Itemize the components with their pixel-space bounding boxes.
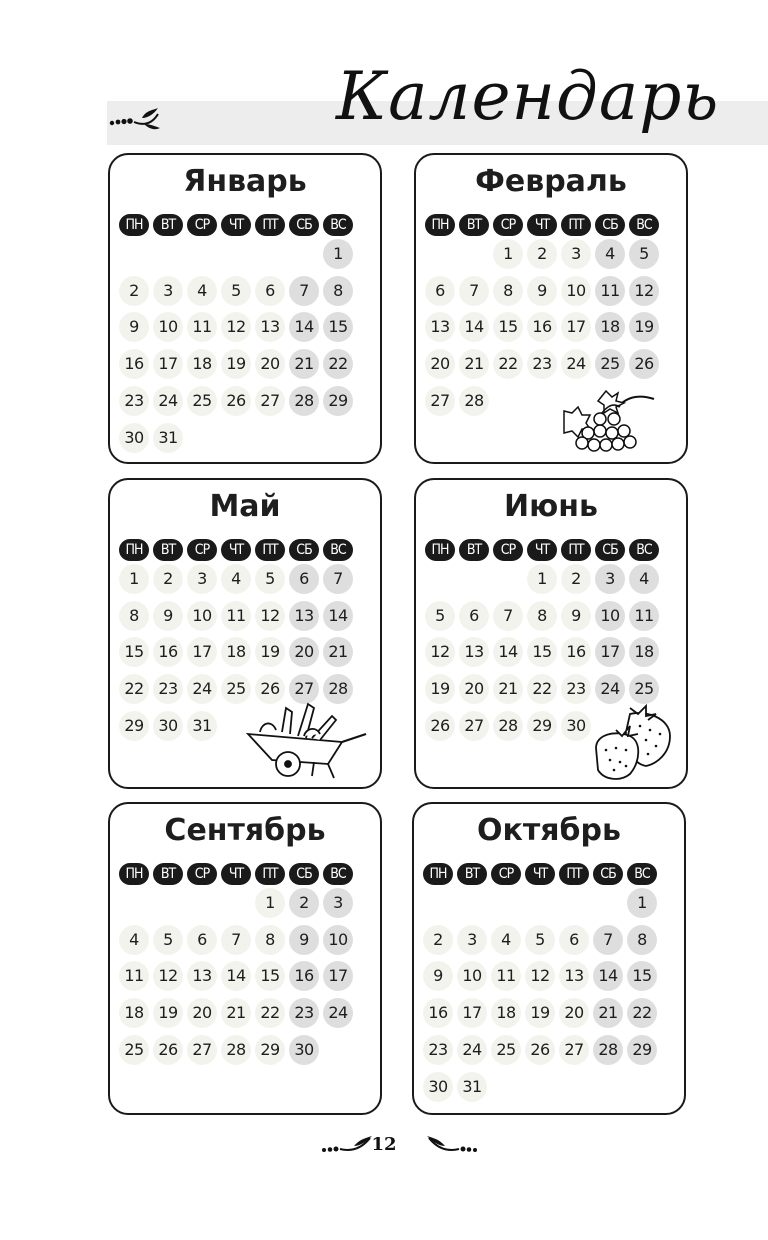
day: 4 (221, 564, 251, 594)
weekday-label: ПТ (255, 539, 285, 561)
weekend-day: 21 (323, 637, 353, 667)
weekend-day: 24 (595, 674, 625, 704)
weekday-label: ПТ (255, 863, 285, 885)
day: 16 (561, 637, 591, 667)
day: 6 (459, 601, 489, 631)
day: 9 (527, 276, 557, 306)
weekend-day: 21 (289, 349, 319, 379)
day: 21 (459, 349, 489, 379)
day: 7 (459, 276, 489, 306)
weekday-label: ВС (629, 214, 659, 236)
day: 14 (221, 961, 251, 991)
day: 26 (525, 1035, 555, 1065)
weekend-day: 24 (323, 998, 353, 1028)
page-title: Календарь (336, 58, 720, 135)
day: 15 (493, 312, 523, 342)
day: 30 (423, 1072, 453, 1102)
day: 30 (119, 423, 149, 453)
weekend-day: 8 (627, 925, 657, 955)
day: 17 (561, 312, 591, 342)
day: 7 (221, 925, 251, 955)
weekday-label: ВТ (459, 214, 489, 236)
day: 23 (527, 349, 557, 379)
day: 10 (561, 276, 591, 306)
weekday-label: ВС (627, 863, 657, 885)
weekday-label: ЧТ (525, 863, 555, 885)
weekday-label: ПТ (561, 214, 591, 236)
weekend-day: 18 (595, 312, 625, 342)
day: 16 (423, 998, 453, 1028)
day: 23 (561, 674, 591, 704)
month-card (414, 153, 688, 464)
day: 15 (255, 961, 285, 991)
day: 30 (153, 711, 183, 741)
month-name: Октябрь (477, 813, 621, 848)
day: 19 (425, 674, 455, 704)
day: 6 (559, 925, 589, 955)
day: 25 (491, 1035, 521, 1065)
day: 2 (423, 925, 453, 955)
weekday-label: ПН (425, 214, 455, 236)
weekday-label: ПН (119, 214, 149, 236)
day: 25 (119, 1035, 149, 1065)
weekday-label: ЧТ (221, 214, 251, 236)
weekend-day: 27 (289, 674, 319, 704)
day: 8 (527, 601, 557, 631)
day: 14 (459, 312, 489, 342)
weekend-day: 3 (323, 888, 353, 918)
weekend-day: 25 (629, 674, 659, 704)
month-card (414, 478, 688, 789)
day: 19 (221, 349, 251, 379)
day: 4 (119, 925, 149, 955)
weekday-label: ПН (425, 539, 455, 561)
weekend-day: 1 (323, 239, 353, 269)
day: 18 (221, 637, 251, 667)
day: 30 (561, 711, 591, 741)
day: 23 (423, 1035, 453, 1065)
weekend-day: 25 (595, 349, 625, 379)
day: 5 (221, 276, 251, 306)
day: 29 (119, 711, 149, 741)
day: 13 (425, 312, 455, 342)
weekday-label: ВТ (457, 863, 487, 885)
day: 8 (119, 601, 149, 631)
month-name: Май (209, 489, 281, 524)
weekday-label: СР (493, 539, 523, 561)
day: 22 (255, 998, 285, 1028)
weekend-day: 14 (289, 312, 319, 342)
weekend-day: 17 (323, 961, 353, 991)
day: 22 (493, 349, 523, 379)
day: 17 (153, 349, 183, 379)
day: 9 (153, 601, 183, 631)
day: 5 (153, 925, 183, 955)
day: 25 (221, 674, 251, 704)
day: 7 (493, 601, 523, 631)
day: 9 (423, 961, 453, 991)
weekday-label: СР (493, 214, 523, 236)
day: 16 (527, 312, 557, 342)
day: 3 (153, 276, 183, 306)
day: 24 (153, 386, 183, 416)
weekday-label: ЧТ (221, 863, 251, 885)
weekday-label: ВС (629, 539, 659, 561)
day: 12 (221, 312, 251, 342)
day: 3 (561, 239, 591, 269)
weekend-day: 13 (289, 601, 319, 631)
day: 29 (527, 711, 557, 741)
weekend-day: 17 (595, 637, 625, 667)
day: 20 (255, 349, 285, 379)
day: 22 (119, 674, 149, 704)
day: 20 (425, 349, 455, 379)
month-card (108, 478, 382, 789)
weekend-day: 14 (323, 601, 353, 631)
day: 3 (187, 564, 217, 594)
day: 19 (153, 998, 183, 1028)
weekend-day: 4 (629, 564, 659, 594)
weekend-day: 6 (289, 564, 319, 594)
weekend-day: 1 (627, 888, 657, 918)
month-name: Февраль (475, 164, 627, 199)
weekend-day: 4 (595, 239, 625, 269)
weekend-day: 30 (289, 1035, 319, 1065)
day: 26 (221, 386, 251, 416)
day: 12 (153, 961, 183, 991)
weekday-label: ЧТ (221, 539, 251, 561)
grapes-icon (558, 387, 658, 457)
day: 27 (559, 1035, 589, 1065)
weekend-day: 23 (289, 998, 319, 1028)
weekday-label: ВТ (459, 539, 489, 561)
day: 27 (255, 386, 285, 416)
page-number: 12 (371, 1134, 397, 1155)
weekend-day: 2 (289, 888, 319, 918)
day: 13 (187, 961, 217, 991)
month-card (108, 802, 382, 1115)
day: 23 (153, 674, 183, 704)
weekend-day: 29 (323, 386, 353, 416)
day: 31 (457, 1072, 487, 1102)
weekday-label: ПН (423, 863, 453, 885)
day: 15 (119, 637, 149, 667)
day: 4 (491, 925, 521, 955)
weekday-label: ВС (323, 863, 353, 885)
day: 11 (491, 961, 521, 991)
month-name: Сентябрь (164, 813, 326, 848)
weekend-day: 5 (629, 239, 659, 269)
weekend-day: 26 (629, 349, 659, 379)
weekday-label: ПН (119, 539, 149, 561)
weekday-label: ВТ (153, 863, 183, 885)
strawberry-icon (590, 704, 678, 784)
day: 4 (187, 276, 217, 306)
day: 27 (459, 711, 489, 741)
weekday-label: ПТ (559, 863, 589, 885)
day: 2 (561, 564, 591, 594)
weekday-label: ВТ (153, 214, 183, 236)
weekend-day: 10 (323, 925, 353, 955)
weekday-label: СР (187, 214, 217, 236)
weekend-day: 14 (593, 961, 623, 991)
day: 24 (457, 1035, 487, 1065)
day: 18 (119, 998, 149, 1028)
month-card (412, 802, 686, 1115)
weekend-day: 11 (595, 276, 625, 306)
weekend-day: 11 (629, 601, 659, 631)
weekend-day: 15 (627, 961, 657, 991)
weekend-day: 28 (289, 386, 319, 416)
day: 31 (153, 423, 183, 453)
day: 10 (153, 312, 183, 342)
day: 26 (255, 674, 285, 704)
day: 10 (457, 961, 487, 991)
day: 26 (153, 1035, 183, 1065)
day: 11 (119, 961, 149, 991)
day: 11 (187, 312, 217, 342)
day: 8 (493, 276, 523, 306)
day: 1 (119, 564, 149, 594)
day: 21 (221, 998, 251, 1028)
weekday-label: ПТ (561, 539, 591, 561)
weekday-label: ЧТ (527, 214, 557, 236)
day: 12 (255, 601, 285, 631)
day: 29 (255, 1035, 285, 1065)
day: 11 (221, 601, 251, 631)
day: 28 (459, 386, 489, 416)
day: 18 (187, 349, 217, 379)
flourish-ornament-icon (108, 104, 162, 134)
day: 12 (425, 637, 455, 667)
day: 21 (493, 674, 523, 704)
day: 28 (221, 1035, 251, 1065)
day: 14 (493, 637, 523, 667)
weekend-day: 20 (289, 637, 319, 667)
weekend-day: 21 (593, 998, 623, 1028)
day: 18 (491, 998, 521, 1028)
day: 8 (255, 925, 285, 955)
day: 6 (425, 276, 455, 306)
day: 25 (187, 386, 217, 416)
weekday-label: ВС (323, 539, 353, 561)
weekend-day: 7 (289, 276, 319, 306)
day: 9 (119, 312, 149, 342)
day: 17 (187, 637, 217, 667)
day: 10 (187, 601, 217, 631)
day: 1 (255, 888, 285, 918)
weekday-label: СБ (595, 214, 625, 236)
weekend-day: 9 (289, 925, 319, 955)
weekday-label: СР (491, 863, 521, 885)
weekend-day: 7 (323, 564, 353, 594)
weekday-label: СР (187, 863, 217, 885)
day: 2 (527, 239, 557, 269)
day: 16 (119, 349, 149, 379)
day: 5 (255, 564, 285, 594)
weekend-day: 3 (595, 564, 625, 594)
day: 13 (559, 961, 589, 991)
weekday-label: СБ (593, 863, 623, 885)
day: 5 (525, 925, 555, 955)
day: 27 (187, 1035, 217, 1065)
day: 13 (255, 312, 285, 342)
weekend-day: 28 (593, 1035, 623, 1065)
day: 15 (527, 637, 557, 667)
month-name: Июнь (504, 489, 598, 524)
weekday-label: СБ (289, 214, 319, 236)
month-card (108, 153, 382, 464)
weekday-label: СБ (595, 539, 625, 561)
day: 2 (153, 564, 183, 594)
day: 31 (187, 711, 217, 741)
weekday-label: ПТ (255, 214, 285, 236)
day: 28 (493, 711, 523, 741)
day: 20 (559, 998, 589, 1028)
day: 24 (187, 674, 217, 704)
day: 13 (459, 637, 489, 667)
weekend-day: 15 (323, 312, 353, 342)
day: 20 (187, 998, 217, 1028)
weekend-day: 22 (323, 349, 353, 379)
weekend-day: 29 (627, 1035, 657, 1065)
weekend-day: 12 (629, 276, 659, 306)
day: 1 (493, 239, 523, 269)
day: 17 (457, 998, 487, 1028)
weekend-day: 22 (627, 998, 657, 1028)
weekday-label: СБ (289, 539, 319, 561)
day: 16 (153, 637, 183, 667)
weekend-day: 16 (289, 961, 319, 991)
day: 22 (527, 674, 557, 704)
day: 12 (525, 961, 555, 991)
weekend-day: 10 (595, 601, 625, 631)
day: 6 (187, 925, 217, 955)
weekend-day: 28 (323, 674, 353, 704)
day: 19 (525, 998, 555, 1028)
day: 26 (425, 711, 455, 741)
weekday-label: ПН (119, 863, 149, 885)
day: 19 (255, 637, 285, 667)
day: 27 (425, 386, 455, 416)
day: 24 (561, 349, 591, 379)
day: 6 (255, 276, 285, 306)
day: 9 (561, 601, 591, 631)
day: 2 (119, 276, 149, 306)
weekday-label: ЧТ (527, 539, 557, 561)
wheelbarrow-icon (242, 702, 368, 780)
day: 20 (459, 674, 489, 704)
weekend-day: 7 (593, 925, 623, 955)
footer-flourish-right-icon (424, 1134, 479, 1158)
month-name: Январь (183, 164, 307, 199)
weekend-day: 8 (323, 276, 353, 306)
weekday-label: СР (187, 539, 217, 561)
day: 3 (457, 925, 487, 955)
weekday-label: СБ (289, 863, 319, 885)
weekday-label: ВТ (153, 539, 183, 561)
day: 5 (425, 601, 455, 631)
day: 1 (527, 564, 557, 594)
weekday-label: ВС (323, 214, 353, 236)
weekend-day: 19 (629, 312, 659, 342)
day: 23 (119, 386, 149, 416)
weekend-day: 18 (629, 637, 659, 667)
